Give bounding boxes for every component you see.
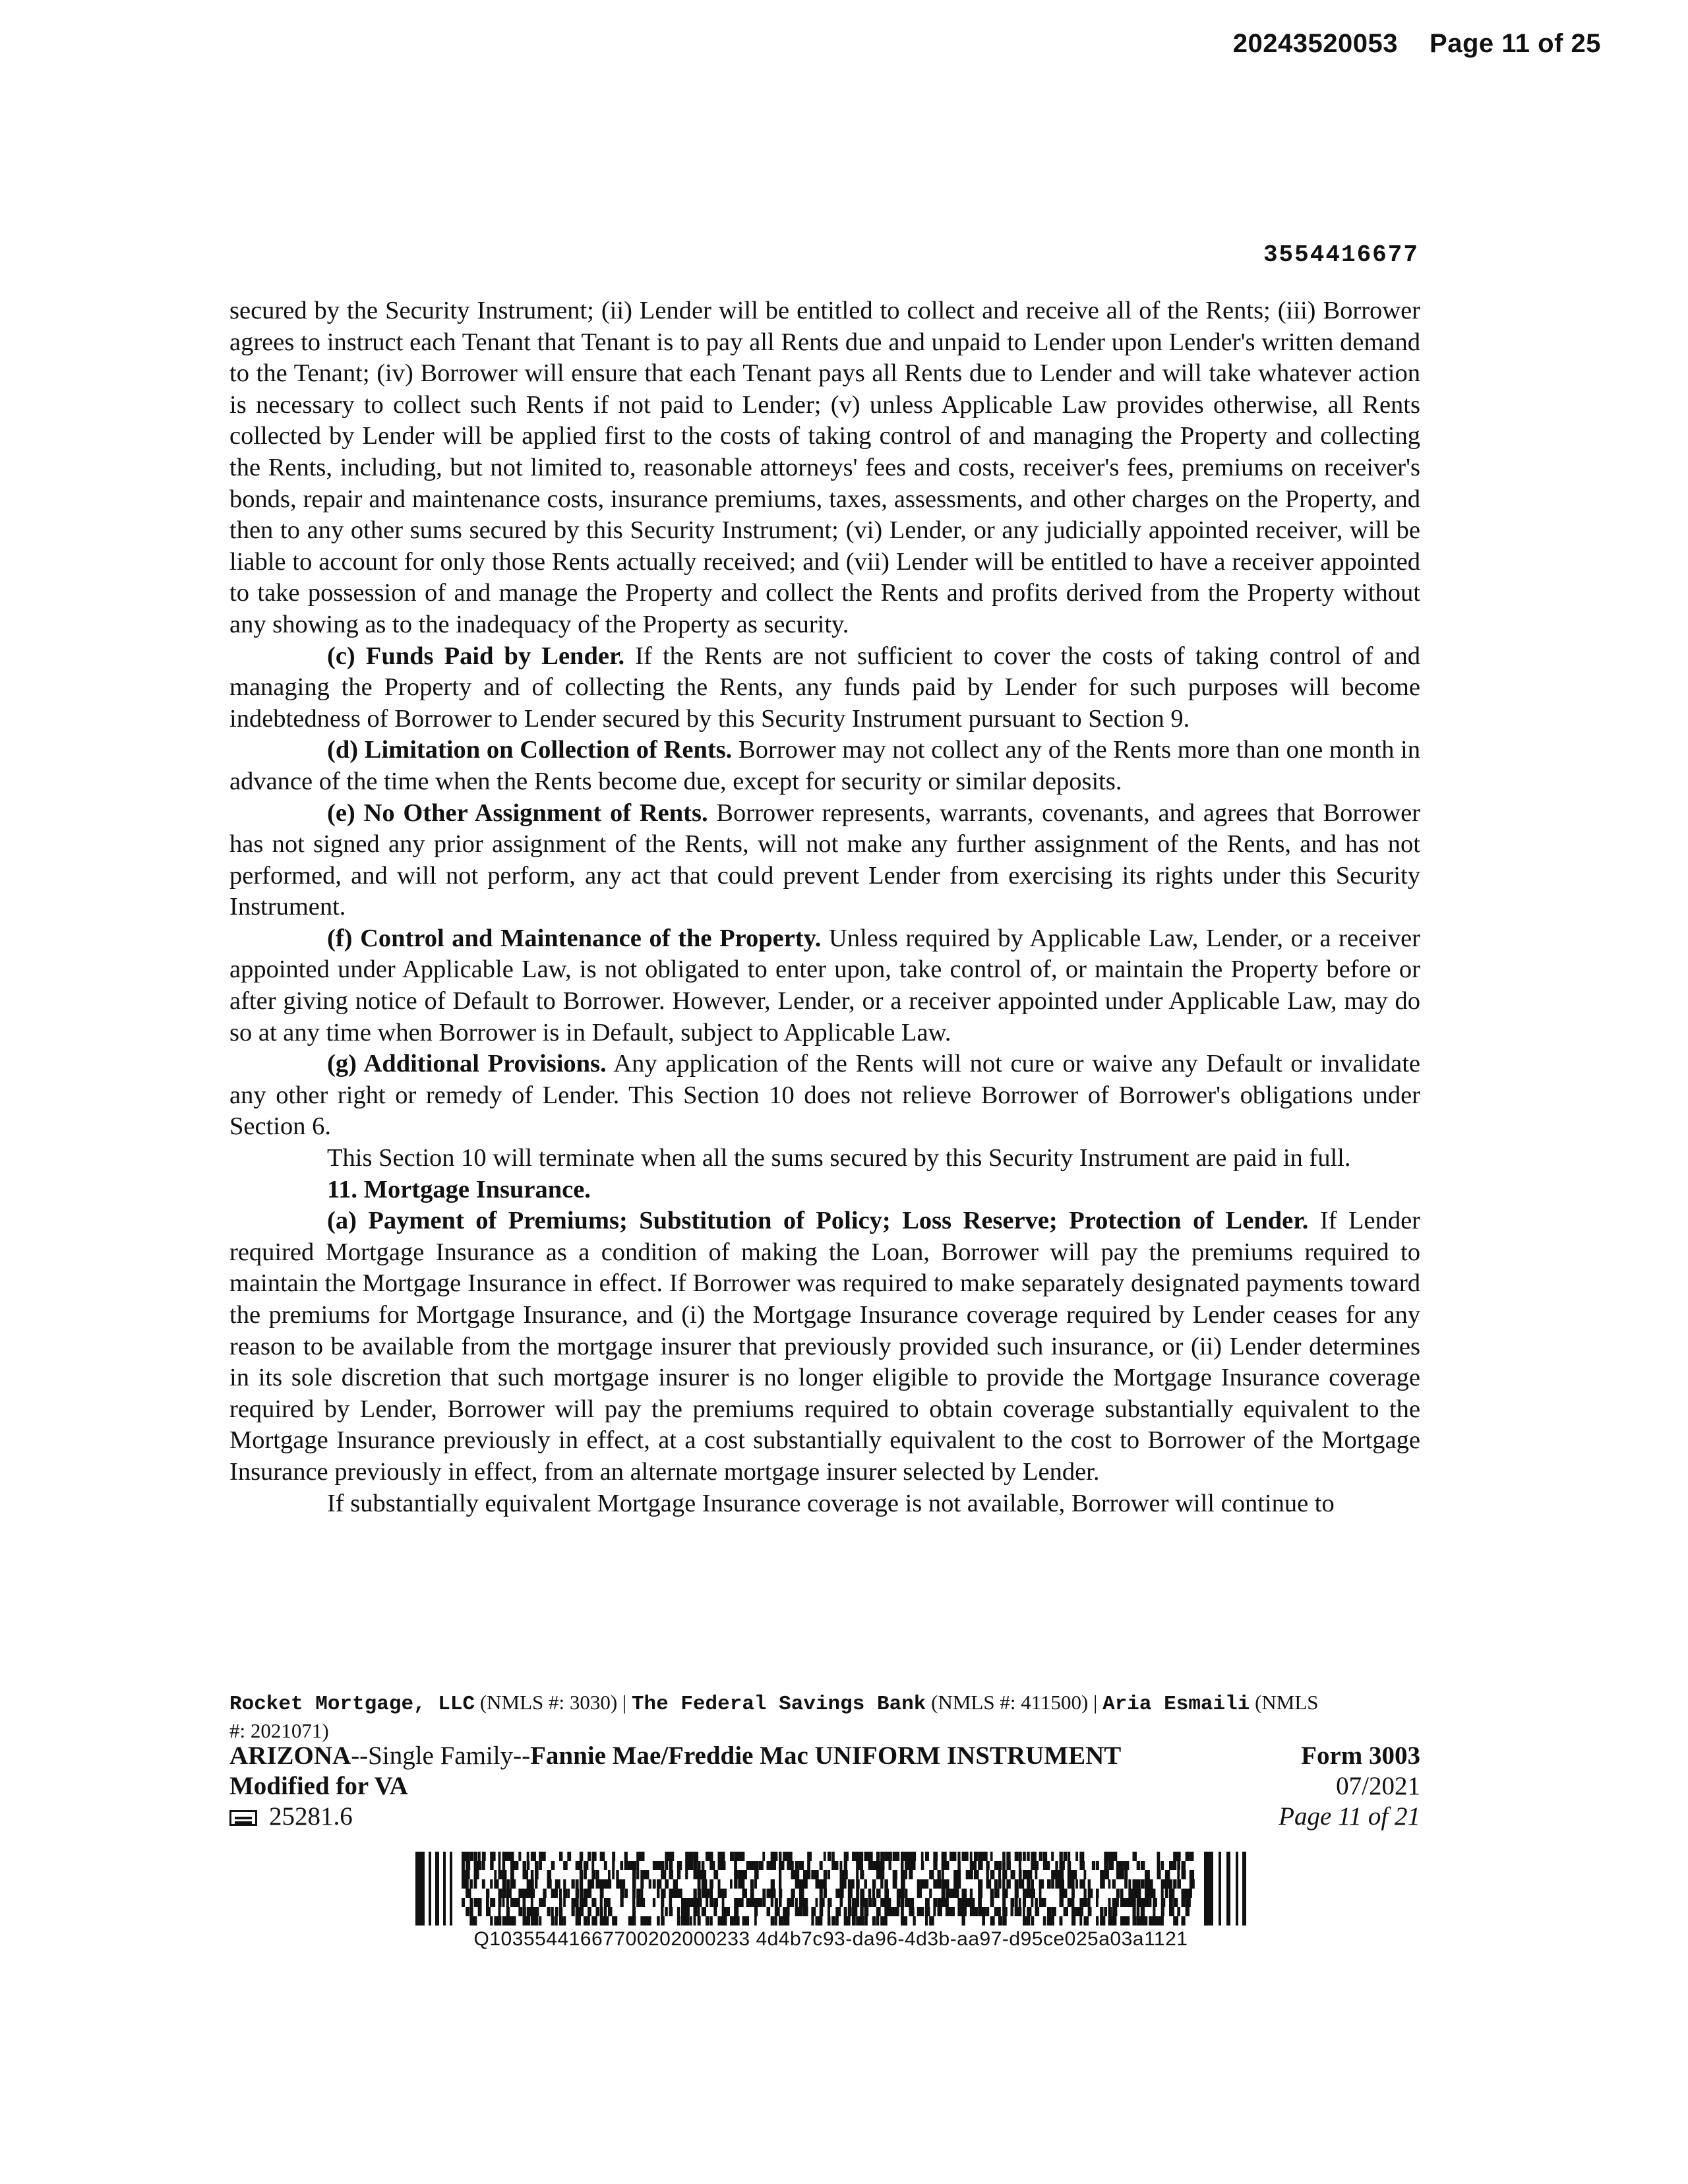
form-title: ARIZONA--Single Family--Fannie Mae/Freddie Mac UNIFORM INSTRUMENT [229, 1742, 1122, 1770]
section-heading: (g) Additional Provisions. [327, 1050, 607, 1078]
form-identification [229, 1741, 1121, 1832]
section-11-heading [229, 1174, 1420, 1206]
loan-number: 3554416677 [1263, 241, 1419, 268]
section-heading: (d) Limitation on Collection of Rents. [327, 736, 733, 764]
paragraph-equivalent-coverage: If substantially equivalent Mortgage Insurance coverage is not available, Borrower will continue to [327, 1489, 1335, 1517]
form-info [1279, 1741, 1420, 1832]
section-heading: (a) Payment of Premiums; Substitution of Policy; Loss Reserve; Protection of Lender. [327, 1207, 1309, 1235]
form-doc-code: 25281.6 [229, 1802, 1121, 1832]
recording-document-number: 20243520053 [1232, 29, 1399, 58]
paragraph-additional-provisions: (g) Additional Provisions. Any application of the Rents will not cure or waive any Default or invalidate any other right or remedy of Lender. This Section 10 does not relieve Borrower of Borrower's obligations under Section 6. [229, 1050, 1420, 1141]
document-icon [229, 1810, 257, 1826]
document-body [229, 295, 1420, 1519]
lender-name: Rocket Mortgage, LLC [229, 1693, 475, 1716]
section-heading: (e) No Other Assignment of Rents. [327, 799, 708, 827]
lender-name: The Federal Savings Bank [631, 1693, 926, 1716]
section-heading: 11. Mortgage Insurance. [327, 1175, 591, 1203]
paragraph-section-10-termination: This Section 10 will terminate when all the sums secured by this Security Instrument are paid in full. [327, 1144, 1351, 1172]
recording-page-label: Page 11 of 25 [1430, 29, 1601, 58]
barcode-image [415, 1852, 1246, 1926]
section-heading: (f) Control and Maintenance of the Property. [327, 924, 822, 952]
paragraph-limitation-on-collection: (d) Limitation on Collection of Rents. Borrower may not collect any of the Rents more than one month in advance of the time when the Rents become due, except for security or similar deposits. [229, 736, 1420, 795]
paragraph-funds-paid-by-lender: (c) Funds Paid by Lender. If the Rents are not sufficient to cover the costs of taking control of and managing the Property and of collecting the Rents, any funds paid by Lender for such purposes will become indebtedness of Borrower to Lender secured by this Security Instrument pursuant to Section 9. [229, 642, 1420, 733]
form-page-number: Page 11 of 21 [1279, 1802, 1420, 1831]
paragraph-rents-continued: secured by the Security Instrument; (ii) Lender will be entitled to collect and receive all of the Rents; (iii) Borrower agrees to instruct each Tenant that Tenant is to pay all Rents due and unpaid to Lender upon Lender's written demand to the Tenant; (iv) Borrower will ensure that each Tenant pays all Rents due to Lender and will take whatever action is necessary to collect such Rents if not paid to Lender; (v) unless Applicable Law provides otherwise, all Rents collected by Lender will be applied first to the costs of taking control of and managing the Property and collecting the Rents, including, but not limited to, reasonable attorneys' fees and costs, receiver's fees, premiums on receiver's bonds, repair and maintenance costs, insurance premiums, taxes, assessments, and other charges on the Property, and then to any other sums secured by this Security Instrument; (vi) Lender, or any judicially appointed receiver, will be liable to account for only those Rents actually received; and (vii) Lender will be entitled to have a receiver appointed to take possession of and manage the Property and collect the Rents and profits derived from the Property without any showing as to the inadequacy of the Property as security. [229, 297, 1420, 638]
paragraph-no-other-assignment: (e) No Other Assignment of Rents. Borrower represents, warrants, covenants, and agrees that Borrower has not signed any prior assignment of the Rents, will not make any further assignment of the Rents, and has not performed, and will not perform, any act that could prevent Lender from exercising its rights under this Security Instrument. [229, 799, 1421, 921]
paragraph-payment-of-premiums: (a) Payment of Premiums; Substitution of Policy; Loss Reserve; Protection of Lender. If Lender required Mortgage Insurance as a condition of making the Loan, Borrower will pay the premiums required to maintain the Mortgage Insurance in effect. If Borrower was required to make separately designated payments toward the premiums for Mortgage Insurance, and (i) the Mortgage Insurance coverage required by Lender ceases for any reason to be available from the mortgage insurer that previously provided such insurance, or (ii) Lender determines in its sole discretion that such mortgage insurer is no longer eligible to provide the Mortgage Insurance coverage required by Lender, Borrower will pay the premiums required to obtain coverage substantially equivalent to the Mortgage Insurance previously in effect, at a cost substantially equivalent to the cost to Borrower of the Mortgage Insurance previously in effect, from an alternate mortgage insurer selected by Lender. [229, 1207, 1421, 1486]
recording-header [1233, 29, 1601, 59]
footer-lender-line: Rocket Mortgage, LLC (NMLS #: 3030) | The Federal Savings Bank (NMLS #: 411500) | Aria Esmaili (NMLS #: 2021071) [229, 1691, 1319, 1742]
form-date: 07/2021 [1336, 1772, 1420, 1800]
paragraph-control-and-maintenance: (f) Control and Maintenance of the Property. Unless required by Applicable Law, Lender, or a receiver appointed under Applicable Law, is not obligated to enter upon, take control of, or maintain the Property before or after giving notice of Default to Borrower. However, Lender, or a receiver appointed under Applicable Law, may do so at any time when Borrower is in Default, subject to Applicable Law. [229, 924, 1420, 1046]
form-number: Form 3003 [1301, 1742, 1420, 1770]
barcode-text: Q10355441667700202000233 4d4b7c93-da96-4d3b-aa97-d95ce025a03a1121 [473, 1928, 1188, 1950]
originator-name: Aria Esmaili [1102, 1693, 1250, 1716]
section-heading: (c) Funds Paid by Lender. [327, 642, 625, 670]
form-modification: Modified for VA [229, 1772, 408, 1800]
